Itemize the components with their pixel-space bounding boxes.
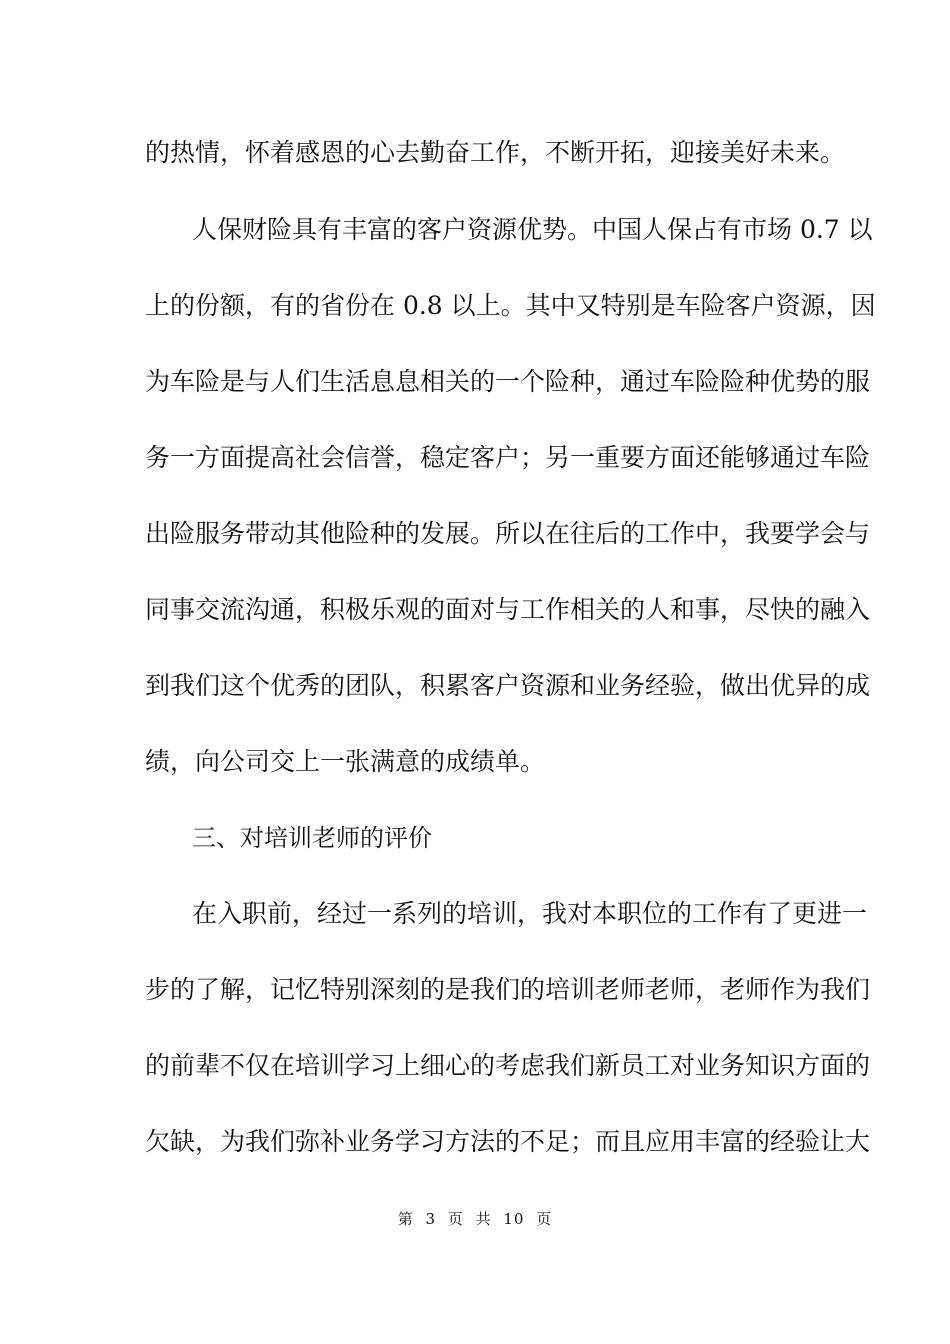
paragraph-2-line-3: 为车险是与人们生活息息相关的一个险种，通过车险险种优势的服	[145, 367, 871, 396]
paragraph-3-line-4: 欠缺，为我们弥补业务学习方法的不足；而且应用丰富的经验让大	[145, 1127, 871, 1156]
paragraph-2-line-4: 务一方面提高社会信誉，稳定客户；另一重要方面还能够通过车险	[145, 443, 871, 472]
paragraph-1-line-1: 的热情，怀着感恩的心去勤奋工作，不断开拓，迎接美好未来。	[145, 138, 846, 167]
page-number-footer: 第 3 页 共 10 页	[397, 1210, 553, 1228]
paragraph-2-line-6: 同事交流沟通，积极乐观的面对与工作相关的人和事，尽快的融入	[145, 595, 871, 624]
paragraph-3-line-2: 步的了解，记忆特别深刻的是我们的培训老师老师，老师作为我们	[145, 975, 871, 1004]
paragraph-3-line-1: 在入职前，经过一系列的培训，我对本职位的工作有了更进一	[192, 899, 868, 928]
paragraph-2-line-1: 人保财险具有丰富的客户资源优势。中国人保占有市场 0.7 以	[192, 215, 873, 244]
paragraph-2-line-2: 上的份额，有的省份在 0.8 以上。其中又特别是车险客户资源，因	[145, 291, 876, 320]
paragraph-3-line-3: 的前辈不仅在培训学习上细心的考虑我们新员工对业务知识方面的	[145, 1051, 871, 1080]
paragraph-2-line-5: 出险服务带动其他险种的发展。所以在往后的工作中，我要学会与	[145, 519, 871, 548]
paragraph-2-line-7: 到我们这个优秀的团队，积累客户资源和业务经验，做出优异的成	[145, 671, 871, 700]
section-heading: 三、对培训老师的评价	[192, 824, 432, 852]
paragraph-2-line-8: 绩，向公司交上一张满意的成绩单。	[145, 747, 546, 776]
